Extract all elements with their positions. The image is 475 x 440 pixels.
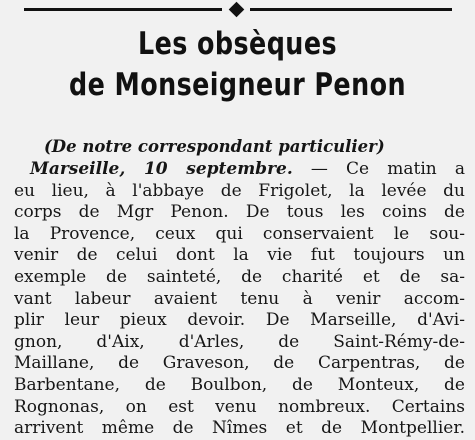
body-line-1 (14, 159, 465, 181)
body-line-13: arrivent même de Nîmes et de Montpellier. (14, 418, 465, 439)
dateline-place: Marseille, (30, 159, 126, 179)
body-line-11: Barbentane, de Boulbon, de Monteux, de (14, 374, 465, 395)
body-line-2: eu lieu, à l'abbaye de Frigolet, la levée du (14, 180, 465, 201)
headline-line-2: de Monseigneur Penon (69, 67, 406, 103)
body-line-6: exemple de sainteté, de charité et de sa- (14, 266, 465, 287)
dateline-date: 10 septembre. (125, 159, 293, 179)
body-line-5: venir de celui dont la vie fut toujours un (14, 245, 465, 266)
body-line-3: corps de Mgr Penon. De tous les coins de (14, 202, 465, 223)
body-line-8: plir leur pieux devoir. De Marseille, d'Avi- (14, 310, 465, 331)
body-line-4: la Provence, ceux qui conservaient le sou- (14, 223, 465, 244)
headline-line-1: Les obsèques (137, 26, 338, 62)
body-line-7: vant labeur avaient tenu à venir accom- (14, 288, 465, 309)
diamond-ornament-icon (222, 1, 250, 17)
body-line-10: Maillane, de Graveson, de Carpentras, de (14, 353, 465, 374)
article-body (14, 159, 465, 440)
body-line-1-text: — Ce matin a (292, 159, 465, 179)
headline (43, 24, 433, 106)
body-line-9: gnon, d'Aix, d'Arles, de Saint-Rémy-de- (14, 331, 465, 352)
byline: (De notre correspondant particulier) (44, 137, 385, 156)
body-line-12: Rognonas, on est venu nombreux. Certains (14, 396, 465, 417)
